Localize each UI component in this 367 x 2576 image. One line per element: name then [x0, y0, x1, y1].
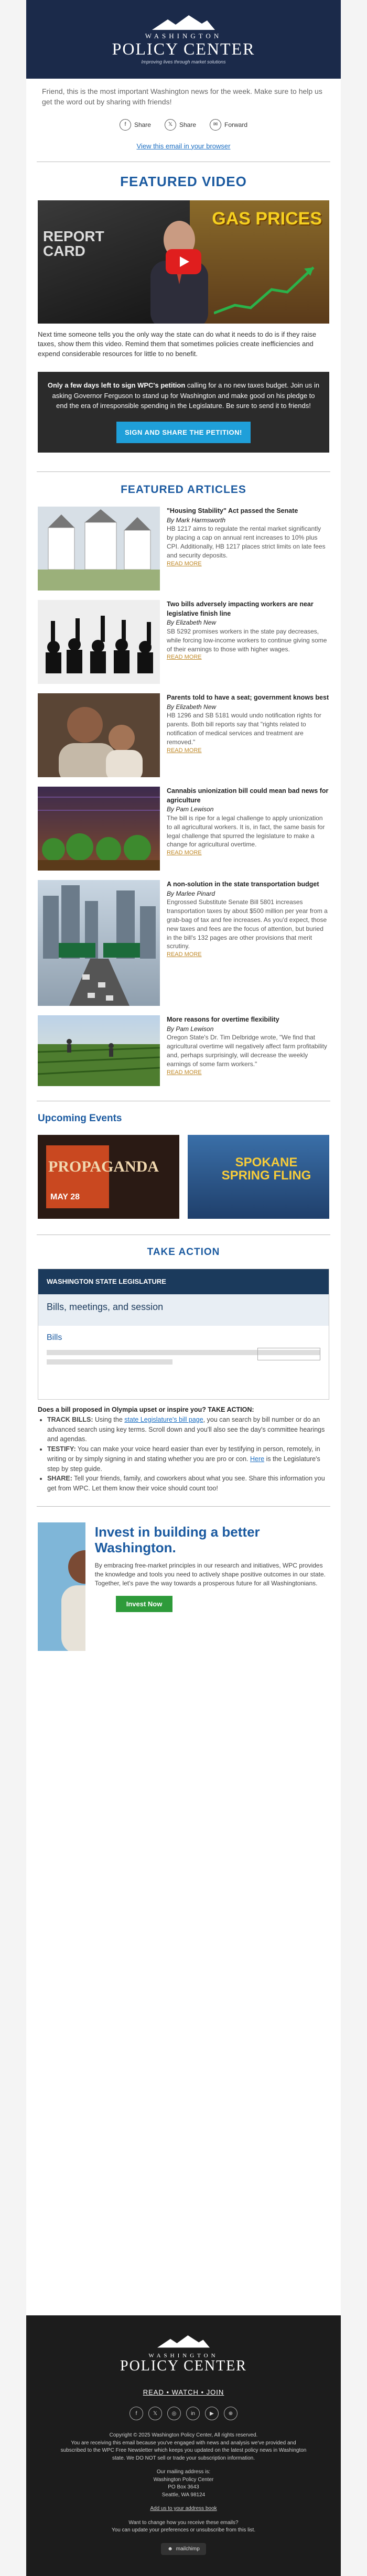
- logo-top-text: WASHINGTON: [145, 32, 222, 40]
- website-icon[interactable]: ⊕: [224, 2407, 238, 2420]
- article-summary: Oregon State's Dr. Tim Delbridge wrote, "We find that agricultural overtime will negatively affect farm profitability and, perhaps surprisingly, will decrease the weekly earnings of some farm workers.": [167, 1034, 327, 1068]
- bill-search-field: [257, 1348, 320, 1360]
- invest-section: [38, 1522, 329, 1651]
- legislature-heading: Bills, meetings, and session: [47, 1302, 164, 1313]
- facebook-share-button[interactable]: f Share: [120, 119, 151, 131]
- read-more-link[interactable]: READ MORE: [167, 850, 202, 856]
- article-summary: SB 5292 promises workers in the state pay decreases, while forcing low-income workers to continue giving some of their earnings to those with higher wages.: [167, 627, 327, 653]
- article-summary: Engrossed Substitute Senate Bill 5801 increases transportation taxes by about $500 million per year from a grab-bag of tax and fee increases. As you'd expect, those new taxes and fees are the focus of attention, but buried in the bill's 132 pages are other provisions that merit scrutiny.: [167, 898, 328, 950]
- article-byline: By Elizabeth New: [167, 703, 217, 711]
- view-in-browser-link[interactable]: View this email in your browser: [136, 142, 231, 150]
- add-address-book-link[interactable]: Add us to your address book: [150, 2506, 217, 2511]
- event-title: SPOKANE SPRING FLING: [221, 1155, 311, 1183]
- logo-bottom-text: POLICY CENTER: [112, 39, 255, 58]
- forward-button[interactable]: ✉ Forward: [210, 119, 247, 131]
- article-byline: By Pam Lewison: [167, 1025, 214, 1033]
- petition-text: calling for a no new taxes budget. Join us in asking Governor Ferguson to stand up for Washington and make good on his pledge to end the era of irresponsible spending in the Legislature. Be sure to send it to friends!: [52, 381, 320, 410]
- legislature-bills-label: Bills: [47, 1333, 62, 1343]
- rising-chart-icon: [214, 263, 319, 316]
- take-action-title: TAKE ACTION: [147, 1247, 220, 1258]
- featured-video-title: FEATURED VIDEO: [120, 173, 247, 189]
- x-icon[interactable]: 𝕏: [148, 2407, 162, 2420]
- article-item: [26, 787, 341, 871]
- article-title[interactable]: Parents told to have a seat; government knows best: [167, 694, 329, 702]
- mailchimp-icon: ☻: [167, 2546, 173, 2552]
- divider: [37, 1506, 330, 1507]
- invest-heading: Invest in building a better Washington.: [94, 1523, 260, 1555]
- legislature-header: WASHINGTON STATE LEGISLATURE: [38, 1269, 329, 1294]
- article-summary: The bill is ripe for a legal challenge to apply unionization to all agricultural workers. It is, in fact, the same basis for legal challenge that spurred the legislature to make a change for agricultural overtime.: [167, 814, 325, 849]
- video-caption: Next time someone tells you the only way the state can do what it needs to do is if they raise taxes, show them this video. Remind them that sometimes policies create inefficiencies and expend considerable resources for little to no benefit.: [38, 330, 317, 358]
- article-item: [26, 880, 341, 1006]
- youtube-icon[interactable]: ▶: [205, 2407, 219, 2420]
- article-summary: HB 1217 aims to regulate the rental market significantly by placing a cap on annual rent increases to 10% plus CPI. Additionally, HB 1217 places strict limits on late fees and security deposits.: [167, 525, 326, 559]
- footer-logo-top: WASHINGTON: [148, 2353, 219, 2359]
- bill-page-link[interactable]: state Legislature's bill page: [124, 1415, 203, 1423]
- take-action-text: Does a bill proposed in Olympia upset or inspire you? TAKE ACTION: • TRACK BILLS: Using the state Legislature's bill page, you can search by bill number or do an advanced search using key terms. Scroll down and you'll also see the day's committee hearings and agendas. • TESTIFY: You can make your voice heard easier than ever by testifying in person, remotely, in writing or by simply signing in and stating whether you are pro or con. Here is the Legislature's step by step guide. • SHARE: Tell your friends, family, and coworkers about what you see. Share this information you get from WPC. Let them know their voice should count too!: [26, 1400, 341, 1494]
- article-image-greenhouse[interactable]: [38, 787, 160, 871]
- facebook-icon[interactable]: f: [129, 2407, 143, 2420]
- article-byline: By Pam Lewison: [167, 806, 214, 813]
- article-item: [26, 507, 341, 591]
- article-image-traffic[interactable]: [38, 880, 160, 1006]
- footer-logo-bottom: POLICY CENTER: [120, 2358, 247, 2374]
- event-spring-fling[interactable]: [188, 1135, 329, 1219]
- featured-articles-title: FEATURED ARTICLES: [121, 484, 246, 496]
- legislature-screenshot[interactable]: [38, 1269, 329, 1400]
- read-more-link[interactable]: READ MORE: [167, 560, 202, 567]
- article-image-farm[interactable]: [38, 1015, 160, 1086]
- social-icons: [26, 2407, 341, 2420]
- twitter-share-button[interactable]: 𝕏 Share: [165, 119, 196, 131]
- mailchimp-badge[interactable]: ☻ mailchimp: [161, 2543, 206, 2555]
- share-row: [26, 119, 341, 131]
- family-photo: [38, 1522, 85, 1651]
- read-more-link[interactable]: READ MORE: [167, 951, 202, 958]
- gas-prices-text: GAS PRICES: [212, 208, 322, 229]
- article-item: [26, 1015, 341, 1086]
- petition-box: [38, 372, 329, 453]
- article-item: [26, 600, 341, 684]
- event-date: MAY 28: [50, 1193, 80, 1202]
- upcoming-events-title: Upcoming Events: [38, 1113, 122, 1124]
- events-row: [26, 1135, 341, 1219]
- article-image-protest[interactable]: [38, 600, 160, 684]
- take-action-lead: Does a bill proposed in Olympia upset or inspire you? TAKE ACTION:: [38, 1406, 254, 1414]
- article-title[interactable]: Two bills adversely impacting workers are near legislative finish line: [167, 600, 314, 617]
- intro-text: Friend, this is the most important Washington news for the week. Make sure to help us get the word out by sharing with friends!: [42, 87, 322, 106]
- footer-reason: You are receiving this email because you've engaged with news and analysis we've provided and subscribed to the WPC Free Newsletter which keeps you updated on the latest policy news in Washington state. We DO NOT sell or trade your subscription information.: [60, 2440, 307, 2461]
- footer-nav-links[interactable]: READ • WATCH • JOIN: [143, 2388, 224, 2396]
- mountain-logo-icon: [152, 14, 215, 30]
- footer-copyright: Copyright © 2025 Washington Policy Center, All rights reserved.: [109, 2432, 258, 2438]
- facebook-icon: f: [120, 119, 131, 131]
- report-card-text: REPORT CARD: [43, 228, 104, 259]
- sign-petition-button[interactable]: SIGN AND SHARE THE PETITION!: [116, 422, 251, 444]
- footer: WASHINGTON POLICY CENTER READ • WATCH • JOIN f 𝕏 ◎ in ▶ ⊕ Copyright © 2025 Washington Policy Center, All rights reserved. You are receiving this email because you've engaged with news and analysis we've provided and subscribed to the WPC Free Newsletter which keeps you updated on the latest policy news in Washington state. We DO NOT sell or trade your subscription information. Our mailing address is: Washington Policy Center PO Box 3643 Seattle, WA 98124 Add us to your address book Want to change how you receive these emails? You can update your preferences or unsubscribe from this list. ☻ mailchimp: [26, 2315, 341, 2576]
- article-item: [26, 693, 341, 777]
- mountain-logo-icon: [157, 2334, 210, 2348]
- article-title[interactable]: More reasons for overtime flexibility: [167, 1016, 279, 1024]
- linkedin-icon[interactable]: in: [186, 2407, 200, 2420]
- featured-video-thumbnail[interactable]: [38, 200, 329, 324]
- update-preferences-link[interactable]: You can update your preferences or unsubscribe from this list.: [111, 2527, 256, 2533]
- logo-tagline: Improving lives through market solutions: [141, 59, 226, 65]
- article-title[interactable]: "Housing Stability" Act passed the Senate: [167, 507, 298, 515]
- x-icon: 𝕏: [165, 119, 176, 131]
- header-banner: [26, 0, 341, 79]
- email-container: [26, 0, 341, 2576]
- read-more-link[interactable]: READ MORE: [167, 1069, 202, 1076]
- event-title: PROPAGANDA: [48, 1158, 159, 1176]
- article-byline: By Marlee Pinard: [167, 889, 215, 897]
- petition-bold-text: Only a few days left to sign WPC's petition: [47, 381, 186, 390]
- read-more-link[interactable]: READ MORE: [167, 747, 202, 754]
- invest-body: By embracing free-market principles in our research and initiatives, WPC provides the knowledge and tools you need to actively shape positive outcomes in our state. Together, let's pave the way towards a prosperous future for all Washingtonians.: [94, 1561, 326, 1587]
- testify-guide-link[interactable]: Here: [250, 1455, 265, 1463]
- invest-now-button[interactable]: Invest Now: [116, 1596, 173, 1612]
- play-button-icon[interactable]: [166, 249, 201, 274]
- footer-change-question: Want to change how you receive these emails?: [128, 2519, 239, 2526]
- article-byline: By Mark Harmsworth: [167, 516, 226, 524]
- event-propaganda[interactable]: [38, 1135, 179, 1219]
- article-image-parent[interactable]: [38, 693, 160, 777]
- divider: [37, 471, 330, 472]
- article-summary: HB 1296 and SB 5181 would undo notification rights for parents. Both bill reports say that "rights related to notification of medical services and treatment are removed.": [167, 712, 321, 746]
- footer-address-label: Our mailing address is:: [156, 2469, 211, 2475]
- instagram-icon[interactable]: ◎: [167, 2407, 181, 2420]
- read-more-link[interactable]: READ MORE: [167, 654, 202, 661]
- article-title[interactable]: Cannabis unionization bill could mean bad news for agriculture: [167, 787, 329, 804]
- mail-icon: ✉: [210, 119, 221, 131]
- article-image-houses[interactable]: [38, 507, 160, 591]
- article-byline: By Elizabeth New: [167, 619, 217, 627]
- article-title[interactable]: A non-solution in the state transportation budget: [167, 881, 319, 888]
